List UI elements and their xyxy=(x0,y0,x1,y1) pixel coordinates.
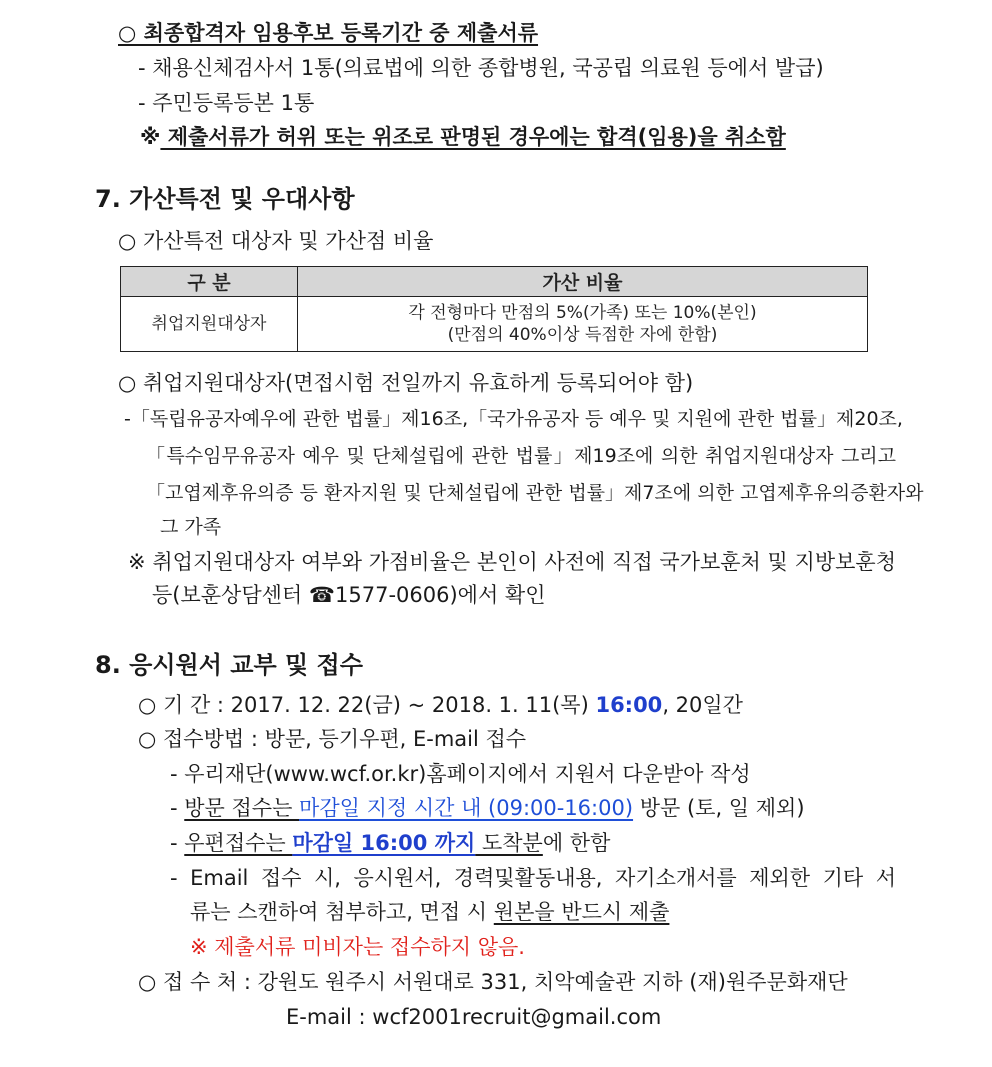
warning-text: 제출서류가 허위 또는 위조로 판명된 경우에는 합격(임용)을 취소함 xyxy=(160,125,786,149)
mail-deadline: 마감일 16:00 까지 xyxy=(292,831,476,855)
doc-item-resident: - 주민등록등본 1통 xyxy=(138,91,315,115)
eligibility-note-line2: 등(보훈상담센터 ☎1577-0606)에서 확인 xyxy=(152,583,546,607)
law-line-3: 「고엽제후유의증 등 환자지원 및 단체설립에 관한 법률」제7조에 의한 고엽제후유의증환자와 xyxy=(146,482,924,504)
eligibility-note-line1: ※ 취업지원대상자 여부와 가점비율은 본인이 사전에 직접 국가보훈처 및 지방보훈청 xyxy=(128,550,896,574)
email-line2-a: 류는 스캔하여 첨부하고, 면접 시 xyxy=(190,900,494,924)
place-line: ○ 접 수 처 : 강원도 원주시 서원대로 331, 치악예술관 지하 (재)원주문화재단 xyxy=(138,970,848,994)
method-mail: - 우편접수는 마감일 16:00 까지 도착분에 한함 xyxy=(170,831,611,855)
missing-docs-note: ※ 제출서류 미비자는 접수하지 않음. xyxy=(190,935,525,959)
bonus-table-header xyxy=(121,267,868,297)
col-category: 구 분 xyxy=(121,267,298,297)
mail-label: 우편접수는 xyxy=(184,831,293,855)
period-time: 16:00 xyxy=(595,693,663,717)
method-download: - 우리재단(www.wcf.or.kr)홈페이지에서 지원서 다운받아 작성 xyxy=(170,762,751,786)
warning-mark: ※ xyxy=(140,125,161,149)
email-address: E-mail : wcf2001recruit@gmail.com xyxy=(286,1005,662,1029)
email-original-required: 원본을 반드시 제출 xyxy=(493,900,670,924)
doc-item-medical: - 채용신체검사서 1통(의료법에 의한 종합병원, 국공립 의료원 등에서 발급) xyxy=(138,56,824,80)
row-value-line2: (만점의 40%이상 득점한 자에 한함) xyxy=(447,325,718,345)
section-7-heading: 7. 가산특전 및 우대사항 xyxy=(95,185,355,213)
eligible-bullet: ○ 취업지원대상자(면접시험 전일까지 유효하게 등록되어야 함) xyxy=(118,371,694,395)
period-line xyxy=(138,690,743,720)
row-value-line1: 각 전형마다 만점의 5%(가족) 또는 10%(본인) xyxy=(408,303,757,323)
law-line-2: 「특수임무유공자 예우 및 단체설립에 관한 법률」제19조에 의한 취업지원대상자 그리고 xyxy=(146,445,896,467)
period-prefix: ○ 기 간 : 2017. 12. 22(금) ~ 2018. 1. 11(목) xyxy=(138,693,596,717)
method-email-line2 xyxy=(190,897,669,927)
method-line: ○ 접수방법 : 방문, 등기우편, E-mail 접수 xyxy=(138,727,527,751)
table-row xyxy=(121,297,868,352)
method-email-line1: - Email 접수 시, 응시원서, 경력및활동내용, 자기소개서를 제외한 기타 서 xyxy=(170,866,896,890)
law-line-1: -「독립유공자예우에 관한 법률」제16조,「국가유공자 등 예우 및 지원에 관한 법률」제20조, xyxy=(124,408,903,430)
row-value xyxy=(298,297,868,352)
false-docs-warning xyxy=(140,122,786,152)
section-8-heading: 8. 응시원서 교부 및 접수 xyxy=(95,651,363,679)
bonus-target-bullet: ○ 가산특전 대상자 및 가산점 비율 xyxy=(118,229,434,253)
law-line-4: 그 가족 xyxy=(160,516,222,538)
final-docs-text: ○ 최종합격자 임용후보 등록기간 중 제출서류 xyxy=(118,21,539,45)
visit-suffix: 방문 (토, 일 제외) xyxy=(633,796,805,820)
visit-label: 방문 접수는 xyxy=(184,796,300,820)
row-label: 취업지원대상자 xyxy=(121,297,298,352)
bonus-table xyxy=(120,266,868,352)
method-visit: - 방문 접수는 마감일 지정 시간 내 (09:00-16:00) 방문 (토, 일 제외) xyxy=(170,796,805,820)
final-docs-heading xyxy=(118,18,538,48)
col-bonus-rate: 가산 비율 xyxy=(298,267,868,297)
visit-deadline: 마감일 지정 시간 내 (09:00-16:00) xyxy=(299,796,634,820)
mail-arrival: 도착분 xyxy=(475,831,543,855)
mail-suffix: 에 한함 xyxy=(542,831,611,855)
period-suffix: , 20일간 xyxy=(662,693,743,717)
